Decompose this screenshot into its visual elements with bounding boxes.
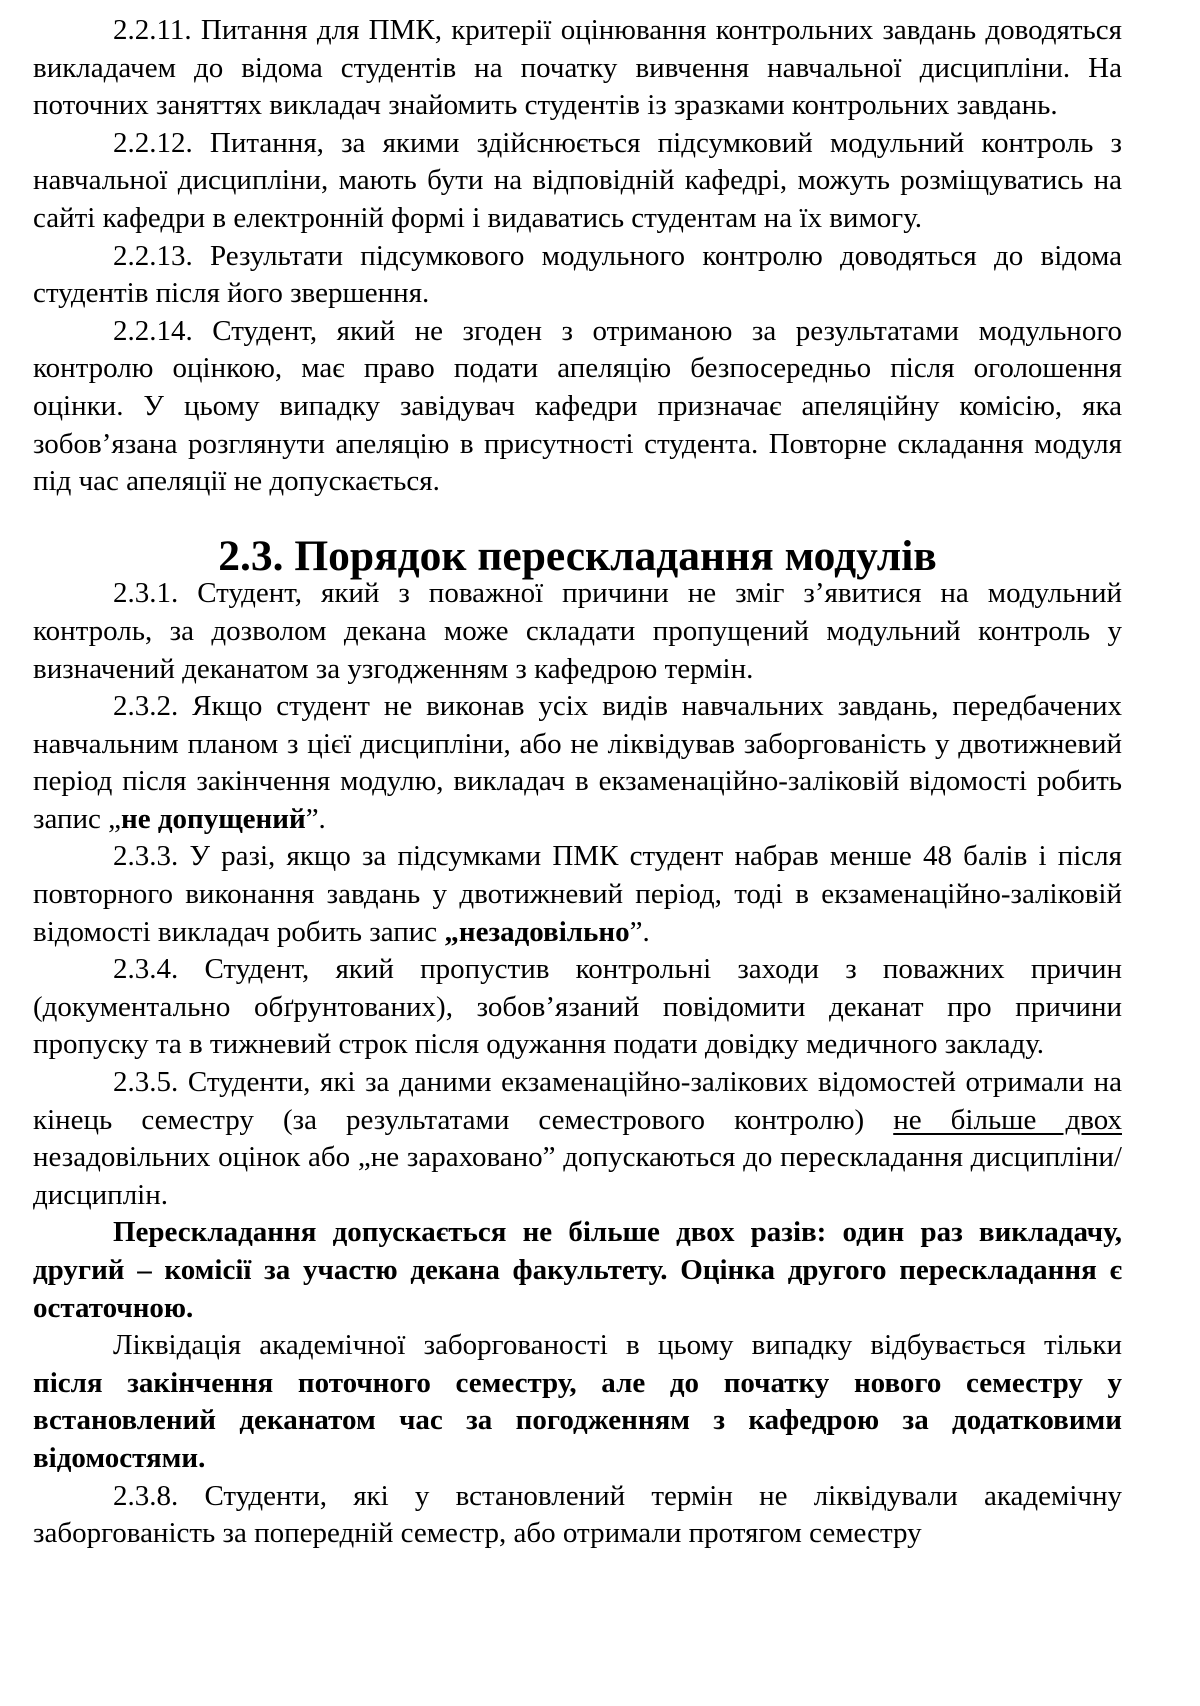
paragraph-liquidation-bold: після закінчення поточного семестру, але до початку нового семестру у встановлений деканатом час за погодженням з кафедрою за додатковими відомостями.	[33, 1366, 1122, 1474]
paragraph-2-3-2	[33, 688, 1122, 838]
section-heading-2-3: 2.3. Порядок перескладання модулів	[218, 531, 937, 580]
paragraph-2-3-5-underlined: не більше двох	[893, 1103, 1122, 1136]
paragraph-2-3-2-text: 2.3.2. Якщо студент не виконав усіх видів навчальних завдань, передбачених навчальним планом з цієї дисципліни, або не ліквідував заборгованість у двотижневий період після закінчення модулю, викладач в екзаменаційно-заліковій відомості робить запис „	[33, 690, 1122, 835]
paragraph-2-3-3-bold-term: „незадовільно	[444, 915, 630, 948]
paragraph-2-3-3-text: 2.3.3. У разі, якщо за підсумками ПМК студент набрав менше 48 балів і після повторного виконання завдань у двотижневий період, тоді в екзаменаційно-заліковій відомості викладач робить запис	[33, 840, 1122, 948]
paragraph-2-3-3	[33, 838, 1122, 951]
paragraph-retake-rule: Перескладання допускається не більше двох разів: один раз викладачу, другий – комісії за участю декана факультету. Оцінка другого перескладання є остаточною.	[33, 1216, 1122, 1324]
paragraph-liquidation-text: Ліквідація академічної заборгованості в цьому випадку відбувається тільки	[113, 1329, 1122, 1362]
paragraph-2-3-5	[33, 1064, 1122, 1214]
paragraph-2-3-5-tail: незадовільних оцінок або „не зараховано” допускаються до перескладання дисципліни/дисциплін.	[33, 1141, 1122, 1211]
paragraph-2-3-5-text: 2.3.5. Студенти, які за даними екзаменаційно-залікових відомостей отримали на кінець семестру (за результатами семестрового контролю)	[33, 1066, 1122, 1136]
paragraph-2-2-14: 2.2.14. Студент, який не згоден з отриманою за результатами модульного контролю оцінкою, має право подати апеляцію безпосередньо після оголошення оцінки. У цьому випадку завідувач кафедри призначає апеляційну комісію, яка зобов’язана розглянути апеляцію в присутності студента. Повторне складання модуля під час апеляції не допускається.	[33, 314, 1122, 498]
paragraph-2-2-11: 2.2.11. Питання для ПМК, критерії оцінювання контрольних завдань доводяться викладачем до відома студентів на початку вивчення навчальної дисципліни. На поточних заняттях викладач знайомить студентів із зразками контрольних завдань.	[33, 14, 1122, 122]
paragraph-2-3-2-bold-term: не допущений	[120, 802, 306, 835]
paragraph-2-3-2-tail: ”.	[305, 802, 326, 835]
paragraph-liquidation	[33, 1327, 1122, 1477]
paragraph-2-2-12: 2.2.12. Питання, за якими здійснюється підсумковий модульний контроль з навчальної дисципліни, мають бути на відповідній кафедрі, можуть розміщуватись на сайті кафедри в електронній формі і видаватись студентам на їх вимогу.	[33, 126, 1122, 234]
paragraph-2-3-3-tail: ”.	[629, 915, 650, 948]
paragraph-2-3-8: 2.3.8. Студенти, які у встановлений термін не ліквідували академічну заборгованість за попередній семестр, або отримали протягом семестру	[33, 1479, 1122, 1550]
paragraph-2-3-4: 2.3.4. Студент, який пропустив контрольні заходи з поважних причин (документально обґрунтованих), зобов’язаний повідомити деканат про причини пропуску та в тижневий строк після одужання подати довідку медичного закладу.	[33, 953, 1122, 1061]
paragraph-2-3-1: 2.3.1. Студент, який з поважної причини не зміг з’явитися на модульний контроль, за дозволом декана може складати пропущений модульний контроль у визначений деканатом за узгодженням з кафедрою термін.	[33, 577, 1122, 685]
paragraph-2-2-13: 2.2.13. Результати підсумкового модульного контролю доводяться до відома студентів після його звершення.	[33, 239, 1122, 310]
